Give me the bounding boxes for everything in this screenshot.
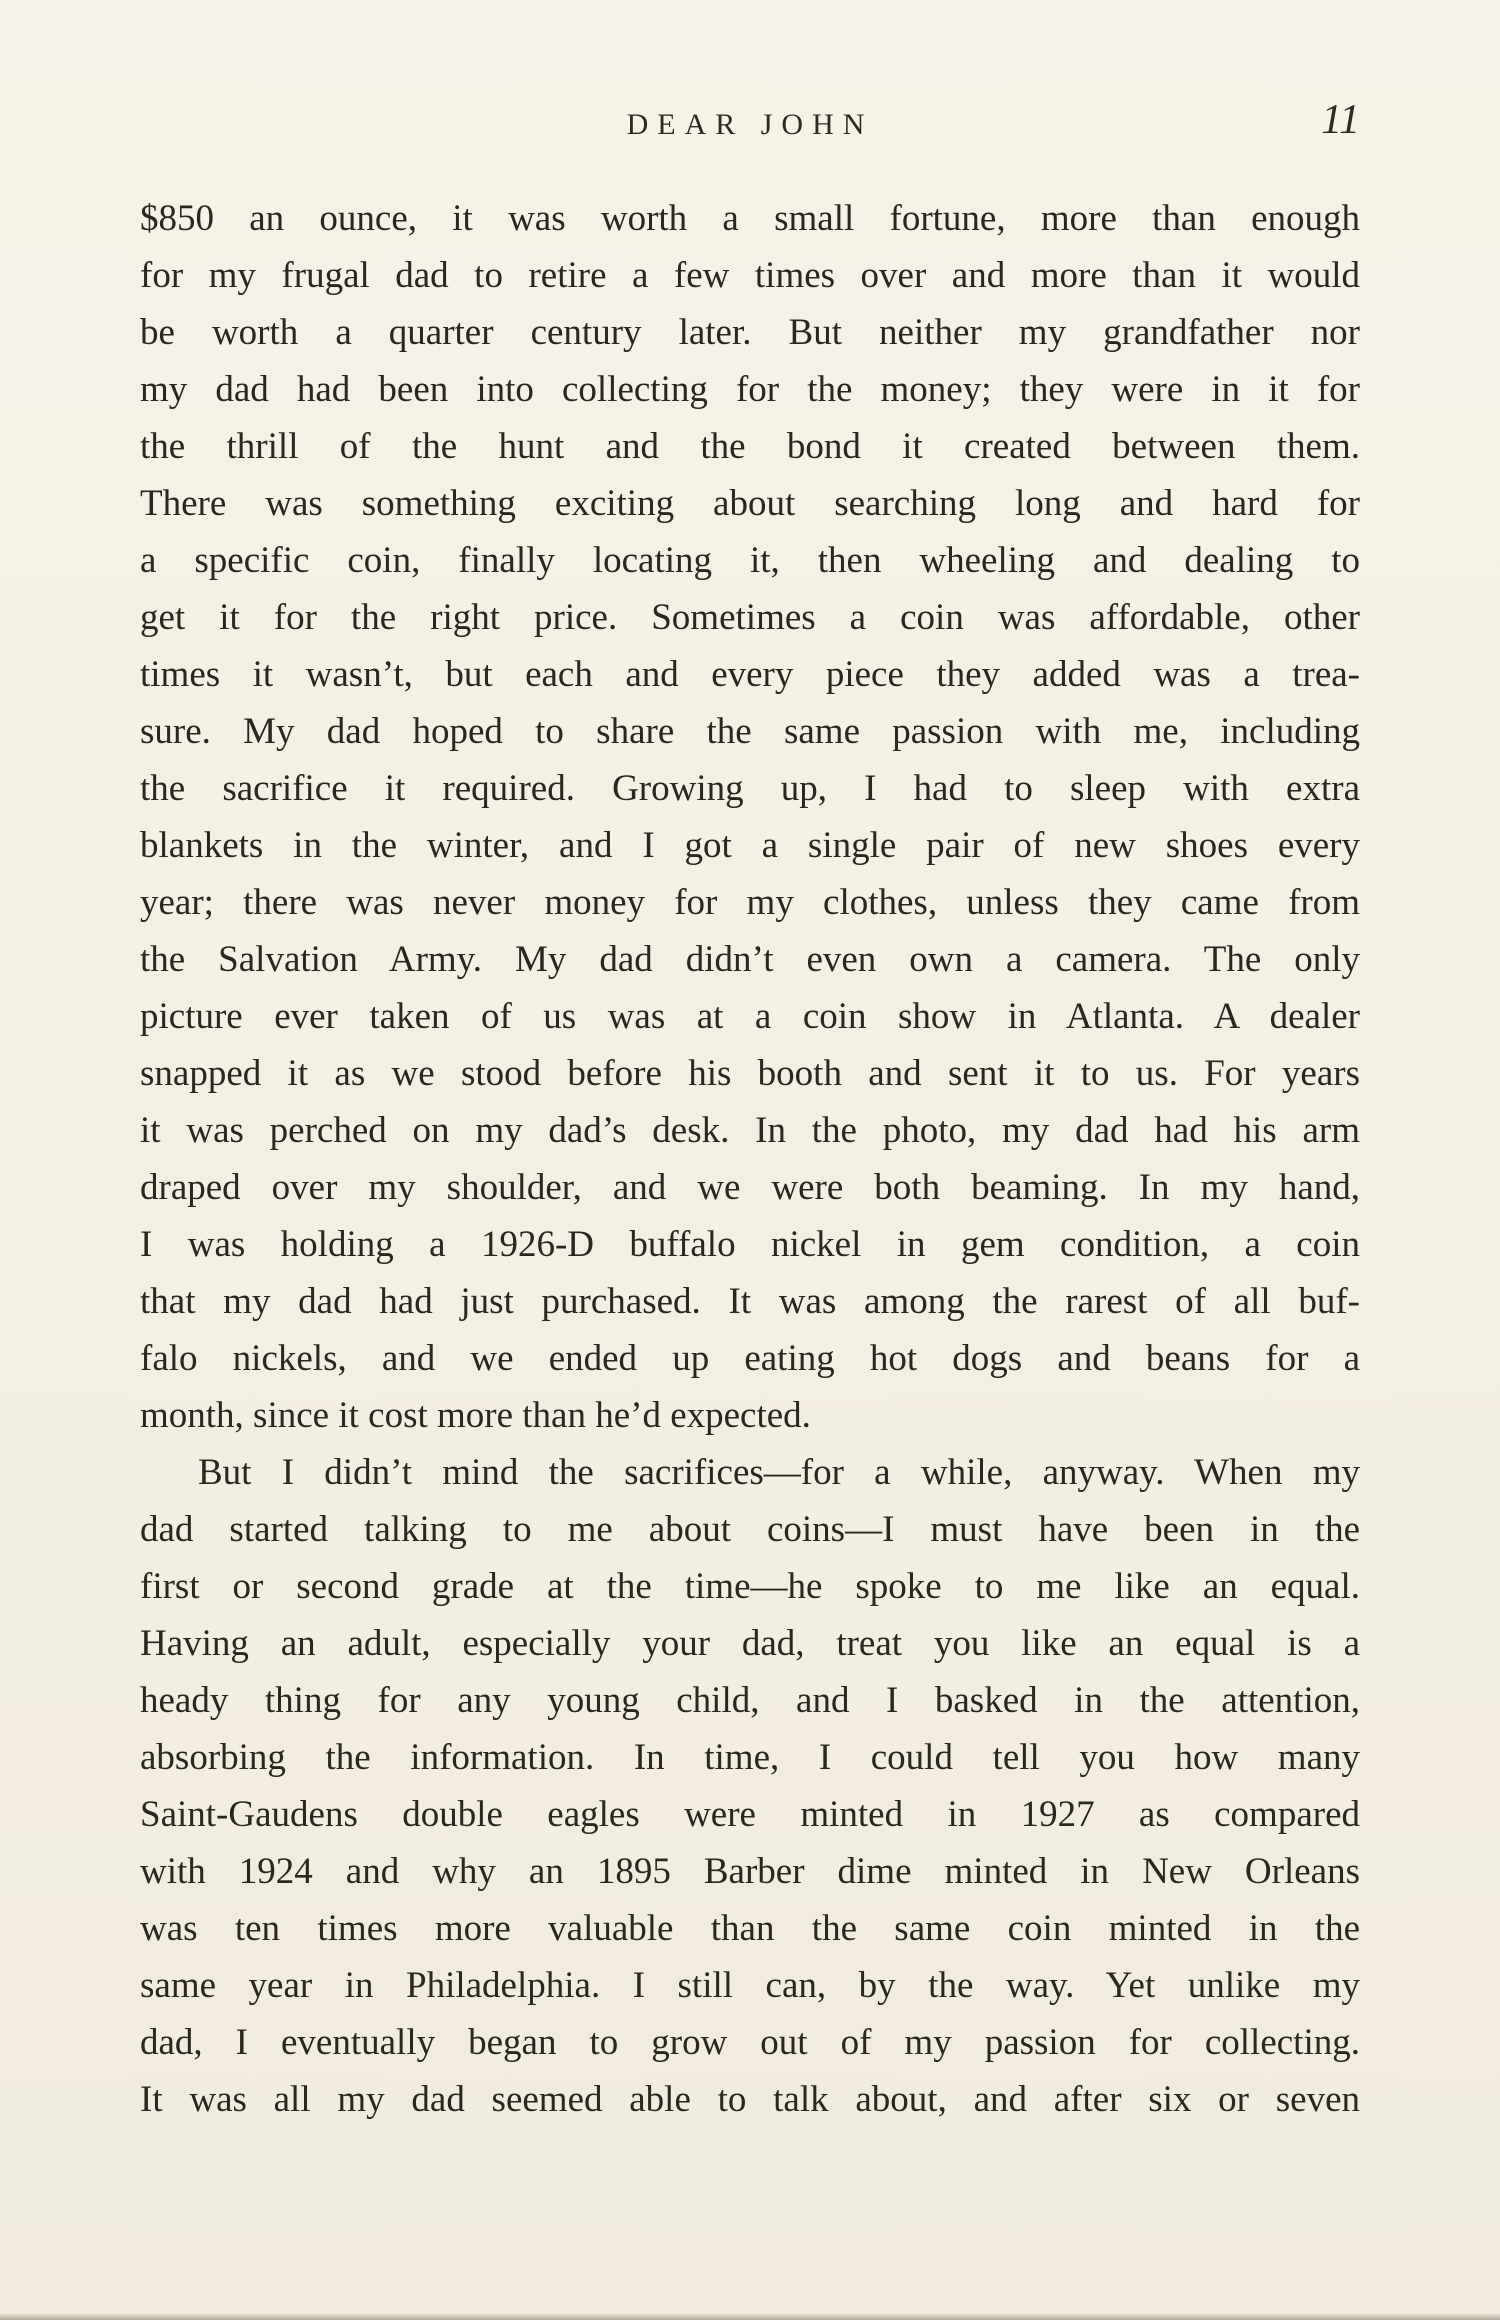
text-line: same year in Philadelphia. I still can, by the way. Yet unlike my <box>140 1965 1360 2006</box>
text-line: sure. My dad hoped to share the same passion with me, including <box>140 711 1360 752</box>
text-line: Saint-Gaudens double eagles were minted in 1927 as compared <box>140 1794 1360 1835</box>
page-number: 11 <box>1321 97 1360 143</box>
text-line: dad started talking to me about coins—I must have been in the <box>140 1509 1360 1550</box>
text-line: first or second grade at the time—he spoke to me like an equal. <box>140 1566 1360 1607</box>
text-line: falo nickels, and we ended up eating hot dogs and beans for a <box>140 1338 1360 1379</box>
text-line: be worth a quarter century later. But neither my grandfather nor <box>140 312 1360 353</box>
text-line: absorbing the information. In time, I could tell you how many <box>140 1737 1360 1778</box>
text-line: heady thing for any young child, and I basked in the attention, <box>140 1680 1360 1721</box>
text-line: with 1924 and why an 1895 Barber dime minted in New Orleans <box>140 1851 1360 1892</box>
text-line: draped over my shoulder, and we were both beaming. In my hand, <box>140 1167 1360 1208</box>
text-line: a specific coin, finally locating it, then wheeling and dealing to <box>140 540 1360 581</box>
text-line: the thrill of the hunt and the bond it created between them. <box>140 426 1360 467</box>
text-line: I was holding a 1926-D buffalo nickel in gem condition, a coin <box>140 1224 1360 1265</box>
text-line: There was something exciting about searching long and hard for <box>140 483 1360 524</box>
text-line: get it for the right price. Sometimes a coin was affordable, other <box>140 597 1360 638</box>
text-line: blankets in the winter, and I got a single pair of new shoes every <box>140 825 1360 866</box>
text-line: was ten times more valuable than the same coin minted in the <box>140 1908 1360 1949</box>
text-line: month, since it cost more than he’d expected. <box>140 1395 811 1436</box>
text-line: my dad had been into collecting for the money; they were in it for <box>140 369 1360 410</box>
scan-page-edge <box>0 2313 1500 2320</box>
running-head: DEAR JOHN <box>626 108 874 141</box>
text-line: It was all my dad seemed able to talk about, and after six or seven <box>140 2079 1360 2120</box>
text-line: for my frugal dad to retire a few times over and more than it would <box>140 255 1360 296</box>
text-line: But I didn’t mind the sacrifices—for a while, anyway. When my <box>198 1452 1360 1493</box>
text-line: it was perched on my dad’s desk. In the photo, my dad had his arm <box>140 1110 1360 1151</box>
page-header <box>140 96 1360 156</box>
text-line: year; there was never money for my clothes, unless they came from <box>140 882 1360 923</box>
text-line: snapped it as we stood before his booth and sent it to us. For years <box>140 1053 1360 1094</box>
text-line: $850 an ounce, it was worth a small fortune, more than enough <box>140 198 1360 239</box>
text-line: picture ever taken of us was at a coin show in Atlanta. A dealer <box>140 996 1360 1037</box>
text-line: that my dad had just purchased. It was among the rarest of all buf- <box>140 1281 1360 1322</box>
text-line: Having an adult, especially your dad, treat you like an equal is a <box>140 1623 1360 1664</box>
text-line: times it wasn’t, but each and every piece they added was a trea- <box>140 654 1360 695</box>
page-body <box>140 190 1360 2128</box>
text-line: the sacrifice it required. Growing up, I had to sleep with extra <box>140 768 1360 809</box>
text-line: the Salvation Army. My dad didn’t even own a camera. The only <box>140 939 1360 980</box>
text-line: dad, I eventually began to grow out of my passion for collecting. <box>140 2022 1360 2063</box>
